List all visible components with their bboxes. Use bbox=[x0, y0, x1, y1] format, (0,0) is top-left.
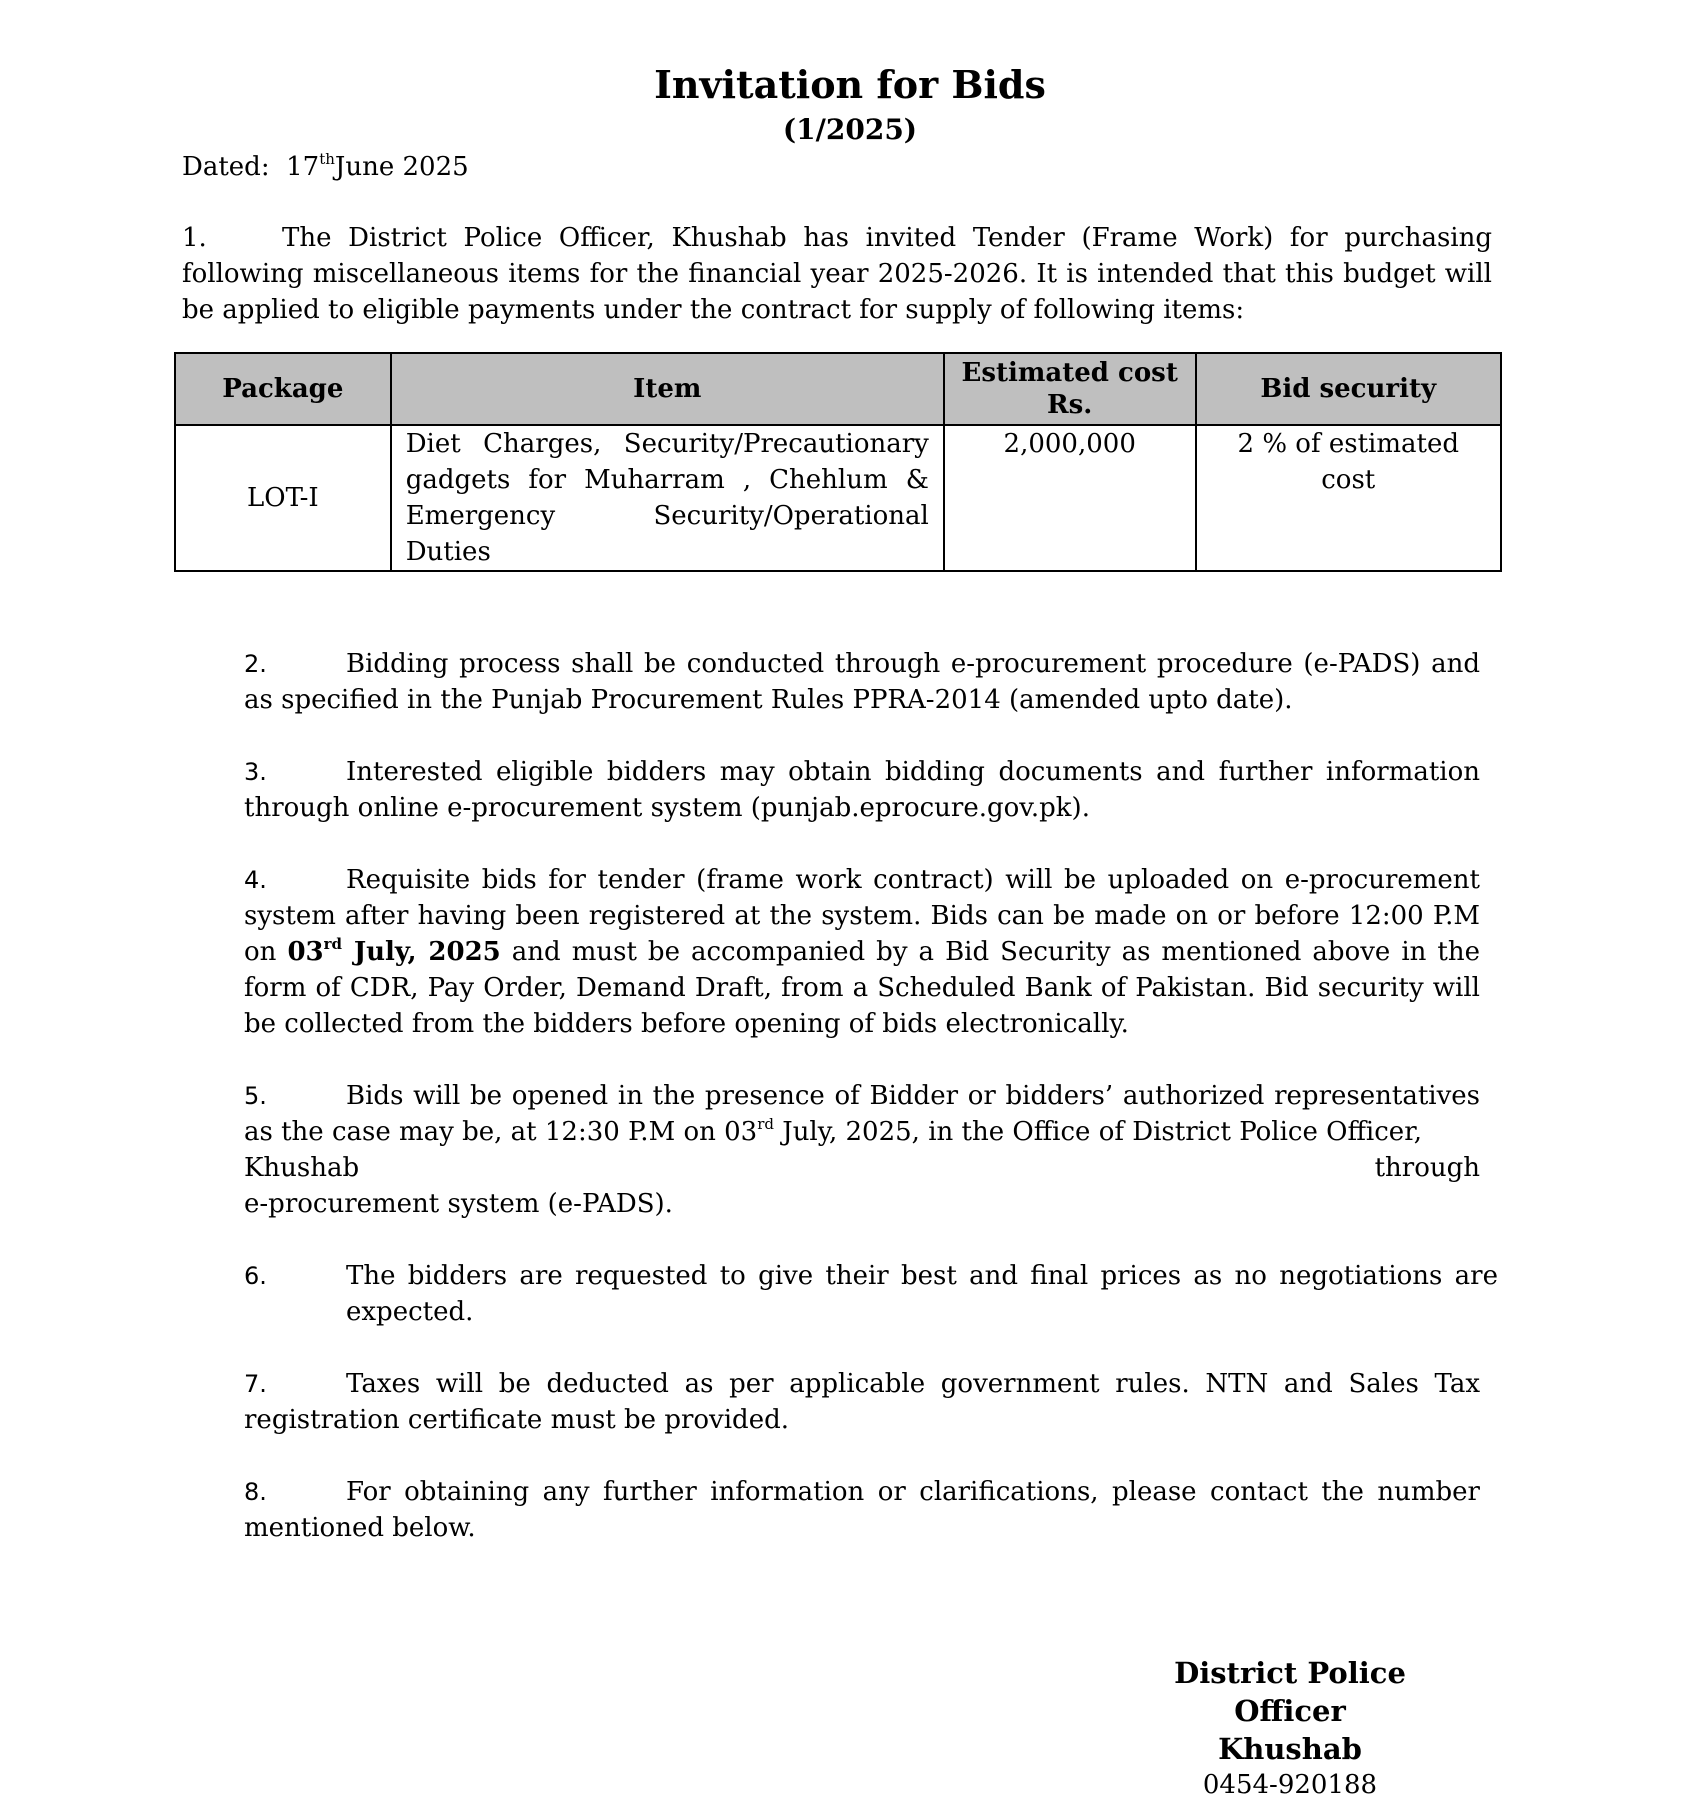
cell-estimated-cost: 2,000,000 bbox=[944, 425, 1196, 571]
paragraph-text: Interested eligible bidders may obtain bidding documents and further information through online e-procurement system (punjab.eprocure.gov.pk). bbox=[244, 757, 1480, 823]
header-package: Package bbox=[175, 353, 391, 425]
paragraph-5-line bbox=[244, 1150, 1480, 1186]
paragraph-text: and must be accompanied by a Bid Security as mentioned above in the form of CDR, Pay Order, Demand Draft, from a Scheduled Bank of Pakistan. Bid security will be collected from the bidders before opening of bids electronically. bbox=[244, 937, 1480, 1039]
paragraph-5-body bbox=[244, 1078, 1480, 1150]
paragraph-7 bbox=[244, 1366, 1480, 1438]
paragraph-3 bbox=[244, 754, 1480, 826]
intro-paragraph bbox=[182, 220, 1492, 328]
intro-text: The District Police Officer, Khushab has invited Tender (Frame Work) for purchasing following miscellaneous items for the financial year 2025-2026. It is intended that this budget will be applied to eligible payments under the contract for supply of following items: bbox=[182, 223, 1492, 325]
document-reference: (1/2025) bbox=[782, 113, 918, 146]
paragraph-text: The bidders are requested to give their best and final prices as no negotiations are expected. bbox=[346, 1261, 1498, 1327]
contact-phone: 0454-920188 bbox=[1202, 1770, 1378, 1800]
paragraph-number: 7. bbox=[244, 1370, 267, 1398]
paragraphs bbox=[244, 646, 1498, 1582]
paragraph-text: Requisite bids for tender (frame work contract) will be uploaded on e-procurement system after having been registered at the system. Bids can be made on or before 12:00 P.M on bbox=[244, 865, 1480, 967]
paragraph-5 bbox=[244, 1078, 1480, 1222]
dated-day: 17 bbox=[286, 152, 320, 182]
document-title: Invitation for Bids bbox=[654, 62, 1046, 107]
paragraph-text: Bidding process shall be conducted through e-procurement procedure (e-PADS) and as specified in the Punjab Procurement Rules PPRA-2014 (amended upto date). bbox=[244, 649, 1480, 715]
paragraph-number: 1. bbox=[182, 223, 207, 253]
paragraph-number: 8. bbox=[244, 1478, 267, 1506]
dated-label: Dated: bbox=[182, 152, 270, 182]
header-estimated-cost: Estimated cost Rs. bbox=[944, 353, 1196, 425]
header-bid-security: Bid security bbox=[1196, 353, 1501, 425]
deadline-day: 03 bbox=[287, 937, 324, 967]
dated-line bbox=[182, 150, 469, 184]
paragraph-4 bbox=[244, 862, 1480, 1042]
cell-item: Diet Charges, Security/Precautionary gadgets for Muharram , Chehlum & Emergency Security/Operational Duties bbox=[391, 425, 944, 571]
paragraph-text: through bbox=[1374, 1153, 1480, 1183]
deadline-rest: July, 2025 bbox=[342, 937, 501, 967]
paragraph-8 bbox=[244, 1474, 1480, 1546]
paragraph-text: For obtaining any further information or clarifications, please contact the number mentioned below. bbox=[244, 1477, 1480, 1543]
cell-package: LOT-I bbox=[175, 425, 391, 571]
paragraph-text: Khushab bbox=[244, 1153, 360, 1183]
signatory-title: District Police Officer bbox=[1174, 1656, 1406, 1728]
deadline-date bbox=[287, 937, 500, 967]
paragraph-2 bbox=[244, 646, 1480, 718]
signatory-location: Khushab bbox=[1218, 1732, 1362, 1766]
paragraph-number: 6. bbox=[244, 1262, 267, 1290]
paragraph-6 bbox=[244, 1258, 1498, 1330]
cell-bid-security: 2 % of estimated cost bbox=[1196, 425, 1501, 571]
header-item: Item bbox=[391, 353, 944, 425]
paragraph-5-last-line: e-procurement system (e-PADS). bbox=[244, 1189, 673, 1219]
paragraph-text: Bids will be opened in the presence of Bidder or bidders’ authorized representatives as the case may be, at 12:30 P.M on 03 bbox=[244, 1081, 1480, 1147]
table-header-row bbox=[175, 353, 1501, 425]
paragraph-number: 2. bbox=[244, 650, 267, 678]
table-row bbox=[175, 425, 1501, 571]
dated-rest: June 2025 bbox=[334, 152, 469, 182]
paragraph-text: Taxes will be deducted as per applicable government rules. NTN and Sales Tax registration certificate must be provided. bbox=[244, 1369, 1480, 1435]
paragraph-number: 5. bbox=[244, 1082, 267, 1110]
bids-table bbox=[174, 352, 1502, 572]
paragraph-text: July, 2025, in the Office of District Police Officer, bbox=[774, 1117, 1423, 1147]
paragraph-number: 4. bbox=[244, 866, 267, 894]
dated-suffix: th bbox=[319, 150, 335, 168]
deadline-suffix: rd bbox=[323, 935, 343, 953]
signature-block bbox=[1120, 1654, 1460, 1802]
opening-date-suffix: rd bbox=[757, 1115, 774, 1133]
paragraph-number: 3. bbox=[244, 758, 267, 786]
